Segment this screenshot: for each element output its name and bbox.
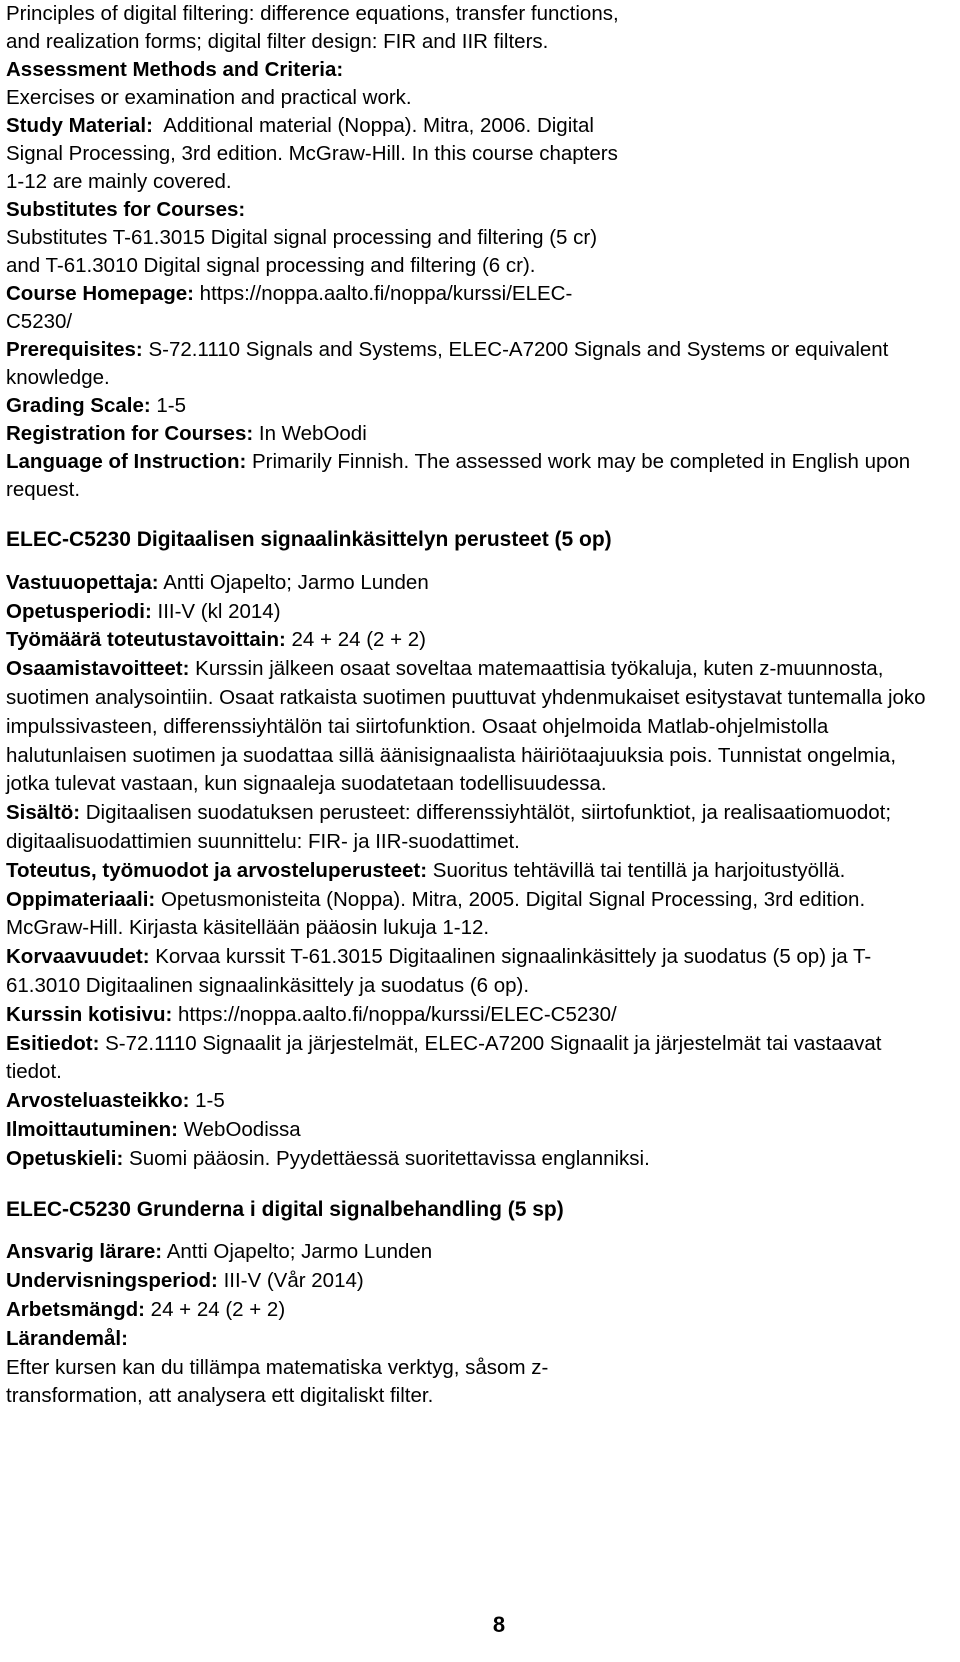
sv-field xyxy=(6,1267,646,1296)
field-label: Substitutes for Courses: xyxy=(6,198,246,221)
sv-field xyxy=(6,1325,646,1354)
fi-field xyxy=(6,1116,941,1145)
prerequisites-field xyxy=(6,336,941,392)
field-value: S-72.1110 Signaalit ja järjestelmät, ELEC-A7200 Signaalit ja järjestelmät tai vastaavat tiedot. xyxy=(6,1031,882,1084)
fi-field xyxy=(6,1145,941,1174)
field-value: Exercises or examination and practical work. xyxy=(6,86,412,109)
english-section-wide xyxy=(6,336,941,504)
field-value: S-72.1110 Signals and Systems, ELEC-A7200 Signals and Systems or equivalent knowledge. xyxy=(6,338,889,389)
field-value: Antti Ojapelto; Jarmo Lunden xyxy=(166,1240,433,1264)
field-label: Kurssin kotisivu: xyxy=(6,1002,173,1026)
field-label: Study Material: xyxy=(6,114,153,137)
course-content-text: Principles of digital filtering: difference equations, transfer functions, and realization forms; digital filter design: FIR and IIR filters. xyxy=(6,2,619,53)
fi-field xyxy=(6,598,941,627)
field-value: Antti Ojapelto; Jarmo Lunden xyxy=(163,570,429,594)
field-value: Suomi pääosin. Pyydettäessä suoritettavissa englanniksi. xyxy=(129,1146,650,1170)
fi-field xyxy=(6,1087,941,1116)
field-label: Arbetsmängd: xyxy=(6,1297,145,1321)
field-label: Grading Scale: xyxy=(6,394,151,417)
document-page xyxy=(6,0,946,1411)
field-value: 1-5 xyxy=(156,394,187,417)
field-value: Substitutes T-61.3015 Digital signal processing and filtering (5 cr) and T-61.3010 Digital signal processing and filtering (6 cr). xyxy=(6,226,598,277)
field-label: Esitiedot: xyxy=(6,1031,100,1055)
field-label: Ansvarig lärare: xyxy=(6,1240,163,1264)
page-number: 8 xyxy=(492,1612,506,1637)
assessment-field xyxy=(6,56,626,112)
field-value: Additional material (Noppa). Mitra, 2006. Digital Signal Processing, 3rd edition. McGraw-Hill. In this course chapters 1-12 are mainly covered. xyxy=(6,114,618,193)
fi-field xyxy=(6,857,941,886)
language-field xyxy=(6,448,941,504)
field-value: Primarily Finnish. The assessed work may be completed in English upon request. xyxy=(6,450,911,501)
course-homepage-link[interactable]: https://noppa.aalto.fi/noppa/kurssi/ELEC-C5230/ xyxy=(6,282,573,333)
fi-field xyxy=(6,626,941,655)
fi-field xyxy=(6,569,941,598)
field-value: WebOodissa xyxy=(183,1117,301,1141)
study-material-field xyxy=(6,112,626,196)
field-value: Digitaalisen suodatuksen perusteet: differenssiyhtälöt, siirtofunktiot, ja realisaatiomuodot; digitaalisuodattimien suunnittelu: FIR- ja IIR-suodattimet. xyxy=(6,801,892,853)
field-label: Undervisningsperiod: xyxy=(6,1269,218,1293)
field-label: Assessment Methods and Criteria: xyxy=(6,58,344,81)
sv-field xyxy=(6,1296,646,1325)
field-value: Suoritus tehtävillä tai tentillä ja harjoitustyöllä. xyxy=(432,858,846,882)
finnish-section xyxy=(6,526,941,1174)
fi-field xyxy=(6,799,941,857)
field-label: Registration for Courses: xyxy=(6,422,254,445)
swedish-course-heading: ELEC-C5230 Grunderna i digital signalbehandling (5 sp) xyxy=(6,1197,564,1221)
field-label: Vastuuopettaja: xyxy=(6,570,159,594)
field-value: 24 + 24 (2 + 2) xyxy=(150,1297,286,1321)
field-value: Opetusmonisteita (Noppa). Mitra, 2005. Digital Signal Processing, 3rd edition. McGraw-Hill. Kirjasta käsitellään pääosin lukuja 1-12. xyxy=(6,887,866,940)
course-homepage-link[interactable]: https://noppa.aalto.fi/noppa/kurssi/ELEC-C5230/ xyxy=(178,1002,617,1026)
field-value: In WebOodi xyxy=(258,422,367,445)
finnish-course-heading: ELEC-C5230 Digitaalisen signaalinkäsittelyn perusteet (5 op) xyxy=(6,528,612,551)
field-value: Korvaa kurssit T-61.3015 Digitaalinen signaalinkäsittely ja suodatus (5 op) ja T-61.3010 Digitaalinen signaalinkäsittely ja suodatus (6 op). xyxy=(6,945,872,997)
field-label: Lärandemål: xyxy=(6,1326,128,1350)
fi-field xyxy=(6,886,941,944)
field-label: Toteutus, työmuodot ja arvosteluperusteet: xyxy=(6,858,428,882)
fi-field xyxy=(6,1030,941,1088)
field-value: III-V (kl 2014) xyxy=(157,599,281,623)
field-label: Työmäärä toteutustavoittain: xyxy=(6,628,286,652)
field-label: Oppimateriaali: xyxy=(6,887,156,911)
fi-field xyxy=(6,943,941,1001)
field-label: Course Homepage: xyxy=(6,282,194,305)
sv-field xyxy=(6,1238,646,1267)
field-label: Osaamistavoitteet: xyxy=(6,657,190,681)
field-label: Language of Instruction: xyxy=(6,450,247,473)
field-label: Arvosteluasteikko: xyxy=(6,1089,190,1113)
learning-outcome-text: Efter kursen kan du tillämpa matematiska verktyg, såsom z-transformation, att analysera ett digitaliskt filter. xyxy=(6,1355,549,1408)
course-homepage-field xyxy=(6,280,626,336)
swedish-section xyxy=(6,1196,646,1412)
field-label: Opetusperiodi: xyxy=(6,599,152,623)
field-value: 1-5 xyxy=(195,1089,225,1113)
field-label: Opetuskieli: xyxy=(6,1146,124,1170)
registration-field xyxy=(6,420,941,448)
field-label: Ilmoittautuminen: xyxy=(6,1117,178,1141)
grading-scale-field xyxy=(6,392,941,420)
fi-field xyxy=(6,655,941,799)
field-label: Sisältö: xyxy=(6,801,81,825)
field-label: Korvaavuudet: xyxy=(6,945,150,969)
field-label: Prerequisites: xyxy=(6,338,143,361)
substitutes-field xyxy=(6,196,626,280)
english-section xyxy=(6,0,626,336)
fi-field xyxy=(6,1001,941,1030)
field-value: 24 + 24 (2 + 2) xyxy=(291,628,427,652)
field-value: Kurssin jälkeen osaat soveltaa matemaattisia työkaluja, kuten z-muunnosta, suotimen analysointiin. Osaat ratkaista suotimen puuttuvat yhdenmukaiset esitystavat tuntemalla joko impulssivasteen, differenssiyhtälön tai siirtofunktion. Osaat ohjelmoida Matlab-ohjelmistolla halutunlaisen suotimen ja suodattaa sillä äänisignaalista häiriötaajuuksia pois. Tunnistat ongelmia, jotka tulevat vastaan, kun signaaleja suodatetaan todellisuudessa. xyxy=(6,657,926,796)
field-value: III-V (Vår 2014) xyxy=(223,1269,364,1293)
